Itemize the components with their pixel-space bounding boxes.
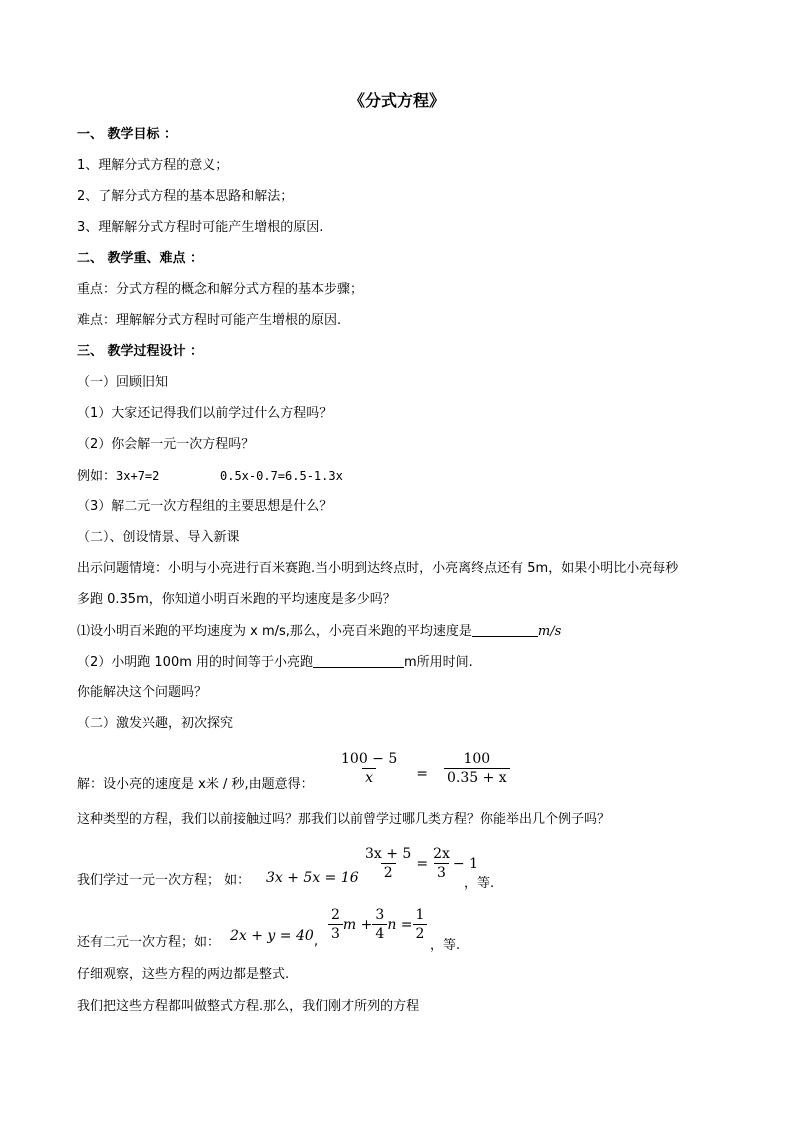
sub-question-1 bbox=[77, 622, 561, 641]
section-heading-objectives: 一、 教学目标 ： bbox=[77, 127, 178, 142]
linear-equations-label: 我们学过一元一次方程； 如： bbox=[77, 873, 251, 888]
subsection-explore: （二）激发兴趣，初次探究 bbox=[77, 716, 234, 731]
observation-text: 仔细观察，这些方程的两边都是整式. bbox=[77, 967, 290, 982]
comma: , bbox=[314, 934, 319, 949]
binary-equation-1: 2x + y = 40 bbox=[230, 928, 314, 944]
unit-label: m/s bbox=[537, 624, 562, 639]
subsection-review: （一）回顾旧知 bbox=[77, 375, 169, 390]
sub-question-2 bbox=[77, 653, 473, 672]
answer-blank bbox=[313, 653, 404, 668]
key-point-item: 重点：分式方程的概念和解分式方程的基本步骤； bbox=[77, 282, 364, 297]
fraction-left: $\frac{100 - 5}{x}$ bbox=[341, 751, 398, 786]
problem-text-line-2: 多跑 0.35m，你知道小明百米跑的平均速度是多少吗？ bbox=[77, 592, 396, 607]
sub-question-2-tail: m所用时间. bbox=[404, 655, 473, 670]
binary-equations-label: 还有二元一次方程；如： bbox=[77, 935, 221, 950]
linear-equation-2: $\frac{3x + 5}{2}$ = $\frac{2x}{3}$ − 1 bbox=[365, 846, 478, 881]
question-3: （3）解二元一次方程组的主要思想是什么？ bbox=[77, 499, 333, 514]
conclusion-text: 我们把这些方程都叫做整式方程.那么，我们刚才所列的方程 bbox=[77, 999, 420, 1014]
objective-item: 3、理解解分式方程时可能产生增根的原因. bbox=[77, 220, 324, 235]
example-equation-2: 0.5x-0.7=6.5-1.3x bbox=[220, 469, 343, 483]
binary-etc: ，等. bbox=[430, 938, 461, 953]
linear-equation-1: 3x + 5x = 16 bbox=[266, 870, 359, 886]
question-1: （1）大家还记得我们以前学过什么方程吗？ bbox=[77, 406, 333, 421]
objective-item: 1、理解分式方程的意义； bbox=[77, 158, 229, 173]
solution-label: 解：设小亮的速度是 x米 / 秒,由题意得： bbox=[77, 777, 314, 792]
linear-etc: ，等. bbox=[464, 876, 495, 891]
equals-sign: = bbox=[416, 765, 428, 782]
question-2: （2）你会解一元一次方程吗？ bbox=[77, 437, 255, 452]
sub-question-2-text: （2）小明跑 100m 用的时间等于小亮跑 bbox=[77, 655, 314, 670]
type-question: 这种类型的方程，我们以前接触过吗？那我们以前曾学过哪几类方程？你能举出几个例子吗？ bbox=[77, 812, 611, 827]
objective-item: 2、了解分式方程的基本思路和解法； bbox=[77, 189, 294, 204]
section-heading-process: 三、 教学过程设计 ： bbox=[77, 344, 204, 359]
sub-question-1-text: ⑴设小明百米跑的平均速度为 x m/s,那么，小亮百米跑的平均速度是 bbox=[77, 624, 472, 639]
binary-equation-2: $\frac{2}{3}$ m + $\frac{3}{4}$ n = $\frac{1}{2}$ bbox=[328, 906, 427, 943]
section-heading-key-points: 二、 教学重、难点 ： bbox=[77, 251, 204, 266]
difficulty-item: 难点：理解解分式方程时可能产生增根的原因. bbox=[77, 313, 342, 328]
prompt-question: 你能解决这个问题吗？ bbox=[77, 685, 208, 700]
subsection-scenario: （二）、创设情景、导入新课 bbox=[77, 530, 240, 545]
example-label: 例如： bbox=[77, 469, 117, 484]
page-title: 《分式方程》 bbox=[348, 91, 445, 110]
fraction-right: $\frac{100}{0.35 + x}$ bbox=[444, 750, 510, 787]
problem-text-line-1: 出示问题情境：小明与小亮进行百米赛跑.当小明到达终点时，小亮离终点还有 5m，如果小明比小亮每秒 bbox=[77, 561, 679, 576]
solution-equation bbox=[338, 750, 510, 787]
answer-blank bbox=[472, 622, 538, 637]
example-equation-1: 3x+7=2 bbox=[116, 469, 160, 483]
example-line bbox=[77, 467, 343, 486]
